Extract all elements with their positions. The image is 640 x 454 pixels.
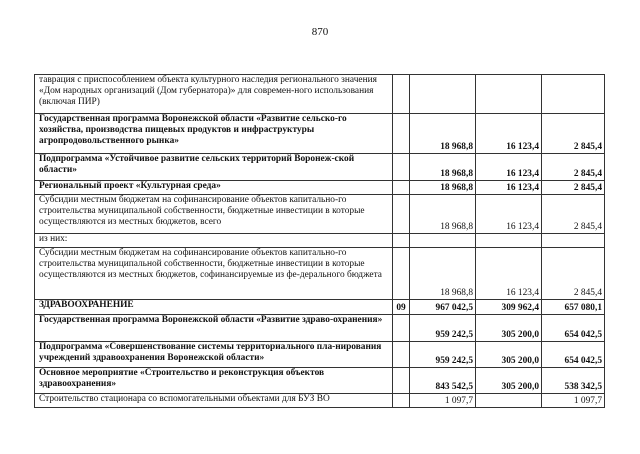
row-value1-cell: 959 242,5 (410, 342, 476, 368)
row-value2-cell (476, 75, 542, 114)
row-value3-cell: 2 845,4 (542, 114, 605, 154)
row-section-cell (393, 394, 410, 408)
row-name-cell: из них: (35, 234, 393, 248)
row-name-cell: Региональный проект «Культурная среда» (35, 181, 393, 195)
table-row (35, 154, 605, 181)
row-value3-cell (542, 75, 605, 114)
row-section-cell (393, 75, 410, 114)
row-name-cell: Подпрограмма «Совершенствование системы территориального пла-нирования учреждений здравоохранения Воронежской области» (35, 342, 393, 368)
row-name-cell: ЗДРАВООХРАНЕНИЕ (35, 300, 393, 315)
row-section-cell: 09 (393, 300, 410, 315)
row-section-cell (393, 368, 410, 394)
row-name-cell: Основное мероприятие «Строительство и реконструкция объектов здравоохранения» (35, 368, 393, 394)
row-value2-cell: 16 123,4 (476, 114, 542, 154)
row-value2-cell: 305 200,0 (476, 368, 542, 394)
row-value2-cell: 16 123,4 (476, 181, 542, 195)
row-name-cell: Субсидии местным бюджетам на софинансирование объектов капитально-го строительства муниципальной собственности, бюджетные инвестиции в которые осуществляются из местных бюджетов, всего (35, 195, 393, 234)
row-section-cell (393, 195, 410, 234)
row-value3-cell (542, 234, 605, 248)
row-section-cell (393, 154, 410, 181)
budget-table-body (35, 75, 605, 408)
row-name-cell: Субсидии местным бюджетам на софинансирование объектов капитально-го строительства муниципальной собственности, бюджетные инвестиции в которые осуществляются из местных бюджетов, софинансируемые из фе-дерального бюджета (35, 248, 393, 300)
page-number: 870 (311, 26, 329, 38)
table-row (35, 114, 605, 154)
row-value1-cell: 959 242,5 (410, 315, 476, 342)
table-row (35, 234, 605, 248)
row-name-cell: Государственная программа Воронежской области «Развитие сельско-го хозяйства, производства пищевых продуктов и инфраструктуры агропродовольственного рынка» (35, 114, 393, 154)
table-row (35, 75, 605, 114)
row-value2-cell: 305 200,0 (476, 342, 542, 368)
row-value1-cell: 967 042,5 (410, 300, 476, 315)
row-section-cell (393, 234, 410, 248)
row-value3-cell: 654 042,5 (542, 342, 605, 368)
table-row (35, 394, 605, 408)
table-row (35, 195, 605, 234)
table-row (35, 300, 605, 315)
row-value3-cell: 2 845,4 (542, 248, 605, 300)
row-value1-cell (410, 234, 476, 248)
row-name-cell: Государственная программа Воронежской области «Развитие здраво-охранения» (35, 315, 393, 342)
row-section-cell (393, 181, 410, 195)
row-name-cell: Строительство стационара со вспомогательными объектами для БУЗ ВО (35, 394, 393, 408)
row-value2-cell: 16 123,4 (476, 154, 542, 181)
row-value2-cell: 16 123,4 (476, 248, 542, 300)
row-value1-cell: 18 968,8 (410, 195, 476, 234)
row-value3-cell: 2 845,4 (542, 154, 605, 181)
row-value1-cell: 18 968,8 (410, 154, 476, 181)
row-value3-cell: 657 080,1 (542, 300, 605, 315)
row-value3-cell: 1 097,7 (542, 394, 605, 408)
row-value3-cell: 2 845,4 (542, 195, 605, 234)
row-value2-cell (476, 394, 542, 408)
row-value2-cell: 305 200,0 (476, 315, 542, 342)
table-row (35, 342, 605, 368)
row-value1-cell: 18 968,8 (410, 114, 476, 154)
row-value1-cell: 18 968,8 (410, 248, 476, 300)
row-value2-cell: 309 962,4 (476, 300, 542, 315)
table-row (35, 368, 605, 394)
row-value2-cell (476, 234, 542, 248)
table-row (35, 181, 605, 195)
row-value1-cell: 18 968,8 (410, 181, 476, 195)
row-value3-cell: 654 042,5 (542, 315, 605, 342)
row-section-cell (393, 248, 410, 300)
row-section-cell (393, 342, 410, 368)
row-value1-cell: 843 542,5 (410, 368, 476, 394)
row-value3-cell: 538 342,5 (542, 368, 605, 394)
budget-table (34, 74, 605, 408)
table-row (35, 315, 605, 342)
table-row (35, 248, 605, 300)
row-section-cell (393, 114, 410, 154)
row-value2-cell: 16 123,4 (476, 195, 542, 234)
row-name-cell: Подпрограмма «Устойчивое развитие сельских территорий Воронеж-ской области» (35, 154, 393, 181)
row-value1-cell (410, 75, 476, 114)
row-value1-cell: 1 097,7 (410, 394, 476, 408)
row-section-cell (393, 315, 410, 342)
row-name-cell: таврация с приспособлением объекта культурного наследия регионального значения «Дом народных организаций (Дом губернатора)» для современ-ного использования (включая ПИР) (35, 75, 393, 114)
row-value3-cell: 2 845,4 (542, 181, 605, 195)
